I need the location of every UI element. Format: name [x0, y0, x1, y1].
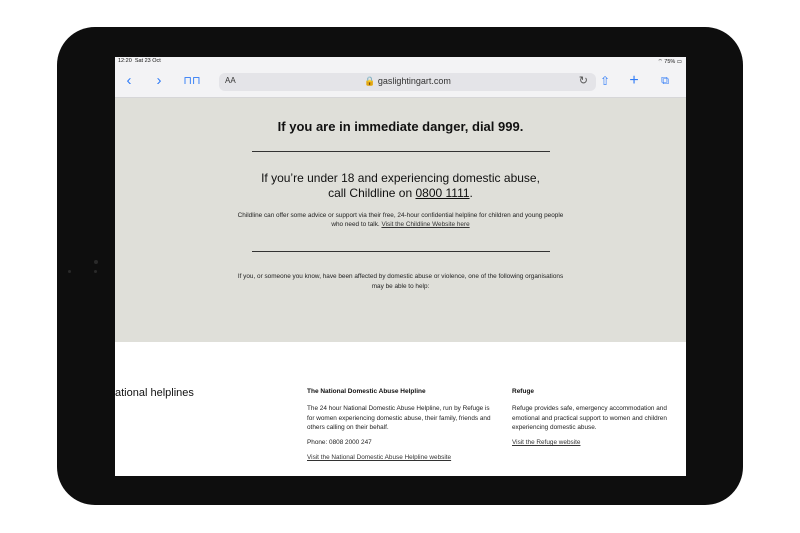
status-bar — [115, 57, 686, 67]
address-bar[interactable] — [219, 73, 596, 91]
back-icon[interactable]: ‹ — [126, 72, 132, 89]
childline-info: Childline can offer some advice or support via their free, 24-hour confidential helpline for children and young people who need to talk. Visit the Childline Website here — [237, 212, 564, 228]
divider — [252, 251, 550, 252]
screen — [115, 57, 686, 476]
helpline-card-refuge — [512, 387, 686, 453]
divider — [252, 151, 550, 152]
helpline-card-national — [307, 387, 497, 469]
org-name: Refuge — [512, 388, 535, 395]
org-name: The National Domestic Abuse Helpline — [307, 388, 426, 395]
status-battery: ⌔ 75% ▭ — [657, 59, 682, 65]
sensor-dot — [68, 270, 71, 273]
helplines-heading: ational helplines — [115, 387, 194, 399]
bookmarks-icon[interactable]: ⊓⊓ — [183, 75, 201, 87]
new-tab-icon[interactable]: + — [629, 72, 639, 89]
refuge-link[interactable]: Visit the Refuge website — [512, 439, 581, 447]
camera-dot — [94, 260, 98, 264]
org-description: The 24 hour National Domestic Abuse Helpline, run by Refuge is for women experiencing domestic abuse, their family, friends and others calling on their behalf. — [307, 405, 491, 431]
text-size-button[interactable]: AA — [225, 76, 236, 85]
forward-icon[interactable]: › — [156, 72, 162, 89]
national-helpline-link[interactable]: Visit the National Domestic Abuse Helpline website — [307, 454, 452, 462]
org-description: Refuge provides safe, emergency accommodation and emotional and practical support to women and children experiencing domestic abuse. — [512, 405, 667, 431]
url-text[interactable]: 🔒 gaslightingart.com — [364, 76, 451, 86]
emergency-section — [115, 98, 686, 342]
tabs-icon[interactable]: ⧉ — [661, 75, 669, 87]
danger-heading: If you are in immediate danger, dial 999. — [277, 119, 524, 134]
reload-icon[interactable]: ↻ — [578, 75, 588, 87]
org-phone: Phone: 0808 2000 247 — [307, 439, 372, 447]
childline-website-link[interactable]: Visit the Childline Website here — [381, 221, 470, 228]
affected-text: If you, or someone you know, have been affected by domestic abuse or violence, one of the following organisations may be able to help: — [237, 273, 564, 290]
status-time: 12:20 Sat 23 Oct — [118, 58, 161, 64]
sensor-dot — [94, 270, 97, 273]
share-icon[interactable]: ⇧ — [599, 74, 611, 88]
childline-phone-link[interactable]: 0800 1111 — [415, 186, 470, 200]
under18-text: If you’re under 18 and experiencing domestic abuse, call Childline on 0800 1111. — [261, 171, 540, 200]
browser-toolbar — [115, 67, 686, 98]
